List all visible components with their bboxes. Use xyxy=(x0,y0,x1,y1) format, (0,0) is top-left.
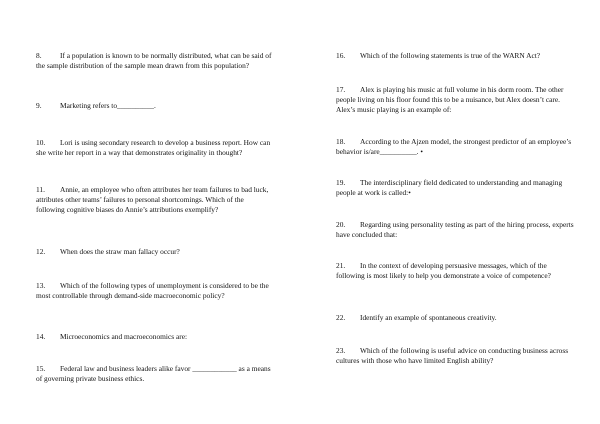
question-text: When does the straw man fallacy occur? xyxy=(60,247,180,256)
question-21 xyxy=(336,261,574,281)
question-8 xyxy=(36,51,272,71)
question-text: Lori is using secondary research to develop a business report. How can she write her report in a way that demonstrates originality in thought? xyxy=(36,138,271,157)
question-10 xyxy=(36,138,272,158)
question-text: If a population is known to be normally distributed, what can be said of the sample distribution of the sample mean drawn from this population? xyxy=(36,51,272,70)
question-text: Alex is playing his music at full volume in his dorm room. The other people living on his floor found this to be a nuisance, but Alex doesn’t care. Alex’s music playing is an example of: xyxy=(336,85,564,114)
question-text: In the context of developing persuasive messages, which of the following is most likely to help you demonstrate a voice of competence? xyxy=(336,261,551,280)
question-19 xyxy=(336,178,574,198)
question-text: The interdisciplinary field dedicated to understanding and managing people at work is called:• xyxy=(336,178,563,197)
question-number: 23. xyxy=(336,346,346,355)
question-15 xyxy=(36,364,272,384)
question-number: 8. xyxy=(36,51,42,60)
question-20 xyxy=(336,220,574,240)
question-22 xyxy=(336,313,574,323)
question-text: Identify an example of spontaneous creativity. xyxy=(360,313,497,322)
question-text: Which of the following types of unemployment is considered to be the most controllable through demand-side macroeconomic policy? xyxy=(36,281,269,300)
question-16 xyxy=(336,51,574,61)
question-number: 14. xyxy=(36,332,46,341)
question-text: Marketing refers to__________. xyxy=(60,101,156,110)
question-number: 13. xyxy=(36,281,46,290)
question-9 xyxy=(36,101,272,111)
question-text: Federal law and business leaders alike favor ____________ as a means of governing private business ethics. xyxy=(36,364,271,383)
question-number: 19. xyxy=(336,178,346,187)
question-17 xyxy=(336,85,574,115)
question-text: Which of the following statements is true of the WARN Act? xyxy=(360,51,541,60)
question-text: Which of the following is useful advice on conducting business across cultures with those who have limited English ability? xyxy=(336,346,569,365)
question-18 xyxy=(336,137,574,157)
question-number: 16. xyxy=(336,51,346,60)
question-number: 20. xyxy=(336,220,346,229)
question-number: 11. xyxy=(36,185,45,194)
question-text: According to the Ajzen model, the strongest predictor of an employee’s behavior is/are__________. • xyxy=(336,137,572,156)
question-number: 17. xyxy=(336,85,346,94)
question-23 xyxy=(336,346,574,366)
question-number: 12. xyxy=(36,247,46,256)
question-12 xyxy=(36,247,272,257)
question-number: 22. xyxy=(336,313,346,322)
question-text: Microeconomics and macroeconomics are: xyxy=(60,332,188,341)
question-number: 9. xyxy=(36,101,42,110)
question-number: 15. xyxy=(36,364,46,373)
question-number: 10. xyxy=(36,138,46,147)
question-number: 21. xyxy=(336,261,346,270)
question-text: Annie, an employee who often attributes her team failures to bad luck, attributes other teams’ failures to personal shortcomings. Which of the following cognitive biases do Annie’s attributions exemplify? xyxy=(36,185,269,214)
question-text: Regarding using personality testing as part of the hiring process, experts have concluded that: xyxy=(336,220,574,239)
question-11 xyxy=(36,185,272,215)
question-14 xyxy=(36,332,272,342)
question-number: 18. xyxy=(336,137,346,146)
question-13 xyxy=(36,281,272,301)
